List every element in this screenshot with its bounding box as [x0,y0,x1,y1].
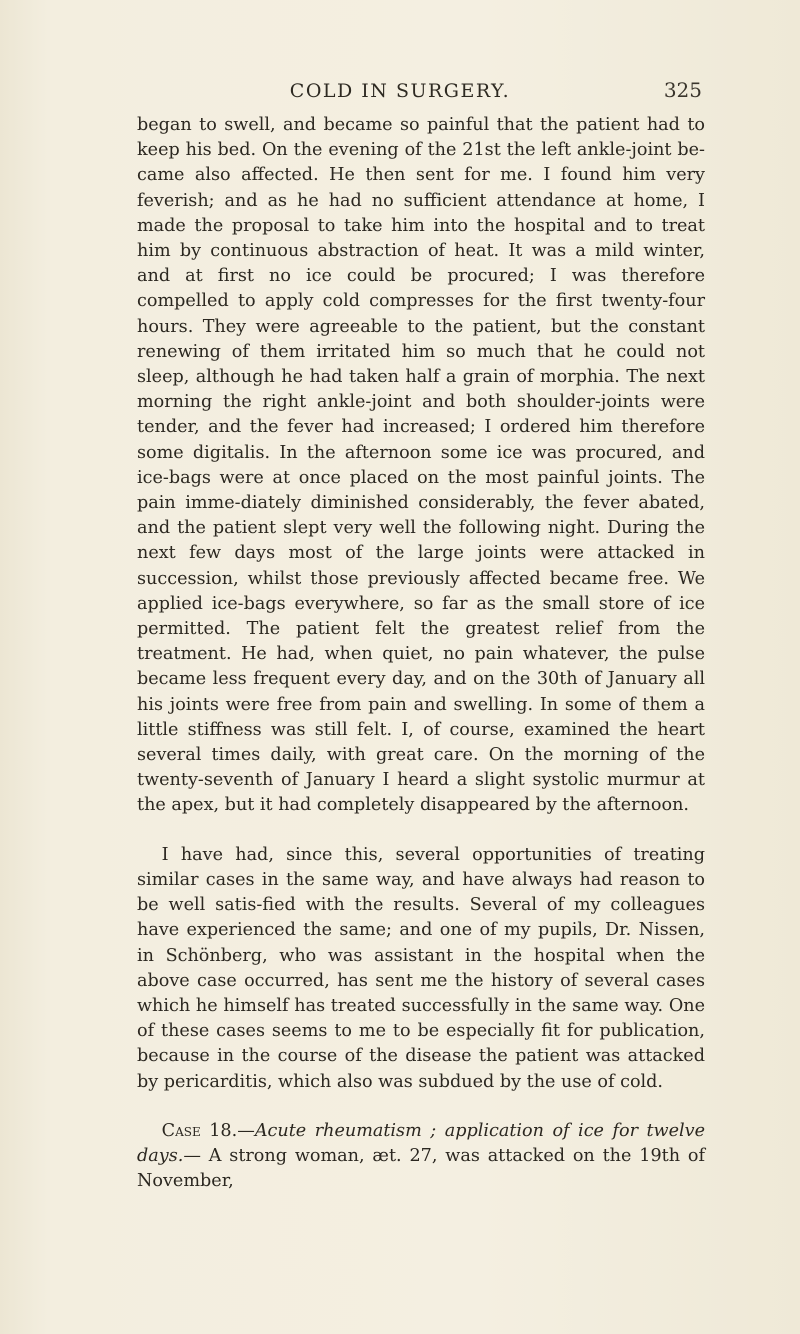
running-title: COLD IN SURGERY. [289,80,511,102]
paragraph-colleagues: I have had, since this, several opportunities of treating similar cases in the same way, and have always had reason to be well satis-fied with the results. Several of my colleagues have experienced the same; and one of my pupils, Dr. Nissen, in Schönberg, who was assistant in the hospital when the above case occurred, has sent me the history of several cases which he himself has treated successfully in the same way. One of these cases seems to me to be especially fit for publication, because in the course of the disease the patient was attacked by pericarditis, which also was subdued by the use of cold. [137,844,705,1092]
paragraph-gap [137,819,705,843]
case-paragraph: Case 18.—Acute rheumatism ; application of ice for twelve days.— A strong woman, æt. 27, was attacked on the 19th of November, [137,1120,706,1192]
case-text: A strong woman, æt. 27, was attacked on the 19th of November, [137,1145,705,1192]
paragraph-gap [137,1095,705,1119]
page-number: 325 [663,78,702,102]
case-label: Case 18. [161,1120,238,1141]
case-title: Acute rheumatism ; application of ice for twelve days. [137,1120,706,1166]
paragraph-continuation: began to swell, and became so painful that the patient had to keep his bed. On the evening of the 21st the left ankle-joint be-came also affected. He then sent for me. I found him very feverish; and as he had no sufficient attendance at home, I made the proposal to take him into the hospital and to treat him by continuous abstraction of heat. It was a mild winter, and at first no ice could be procured; I was therefore compelled to apply cold compresses for the first twenty-four hours. They were agreeable to the patient, but the constant renewing of them irritated him so much that he could not sleep, although he had taken half a grain of morphia. The next morning the right ankle-joint and both shoulder-joints were tender, and the fever had increased; I ordered him therefore some digitalis. In the afternoon some ice was procured, and ice-bags were at once placed on the most painful joints. The pain imme-diately diminished considerably, the fever abated, and the patient slept very well the following night. During the next few days most of the large joints were attacked in succession, whilst those previously affected became free. We applied ice-bags everywhere, so far as the small store of ice permitted. The patient felt the greatest relief from the treatment. He had, when quiet, no pain whatever, the pulse became less frequent every day, and on the 30th of January all his joints were free from pain and swelling. In some of them a little stiffness was still felt. I, of course, examined the heart several times daily, with great care. On the morning of the twenty-seventh of January I heard a slight systolic murmur at the apex, but it had completely disappeared by the afternoon. [137,115,705,816]
body-text [137,113,705,1194]
